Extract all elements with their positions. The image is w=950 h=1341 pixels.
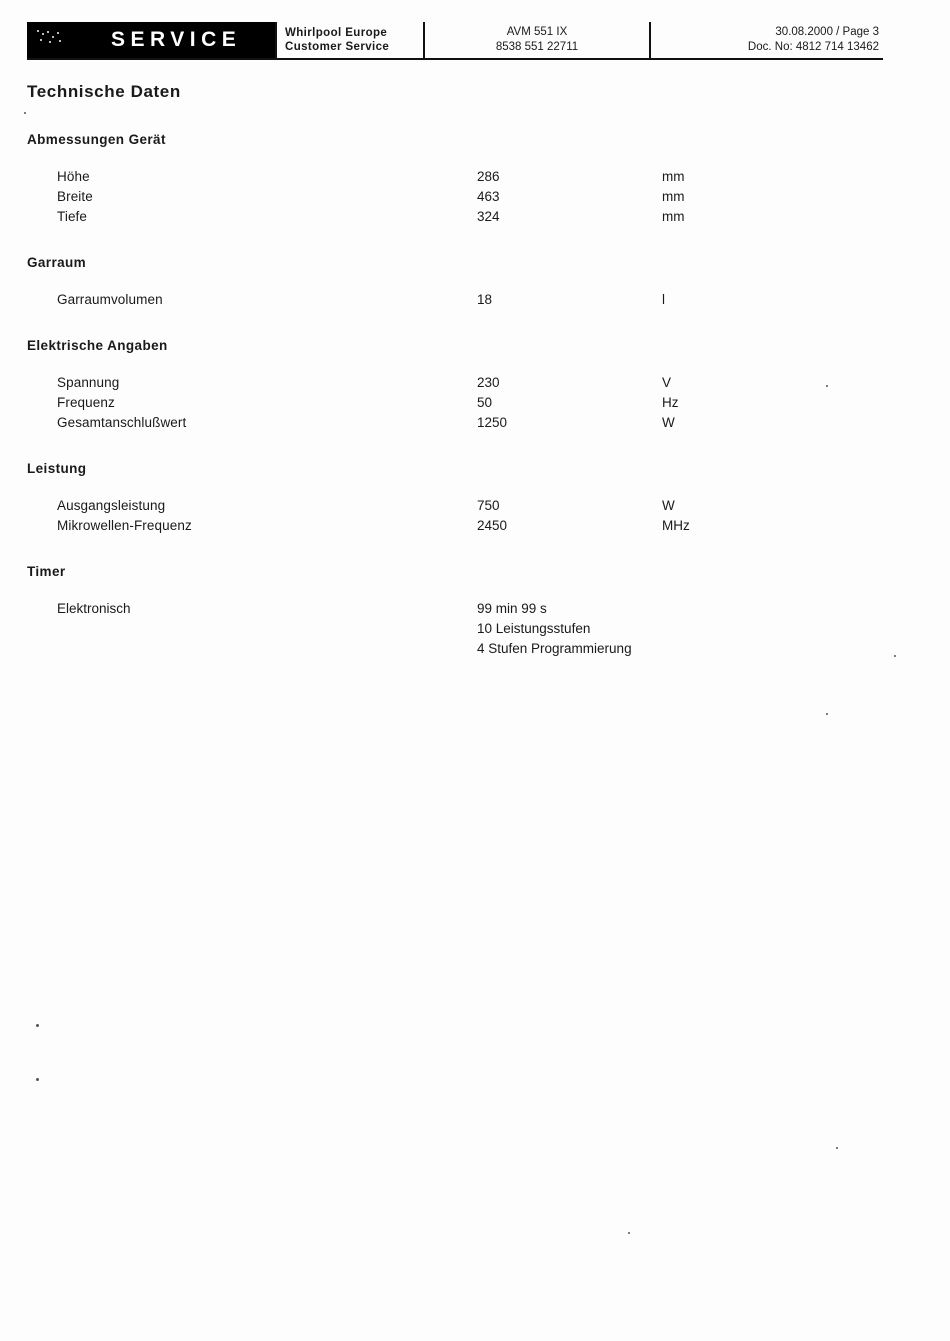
header-company-block [275, 22, 425, 58]
scan-speck [836, 1147, 838, 1149]
row-value: 286 [477, 169, 500, 184]
section-title: Timer [27, 564, 66, 579]
row-label: Tiefe [57, 209, 88, 224]
section-garraum [27, 255, 887, 310]
row-value: 10 Leistungsstufen [477, 621, 591, 636]
row-label: Gesamtanschlußwert [57, 415, 187, 430]
table-row [57, 413, 887, 433]
row-unit: mm [662, 169, 685, 184]
row-unit: mm [662, 209, 685, 224]
section-timer [27, 564, 887, 659]
section-rows [57, 599, 887, 659]
table-row [57, 373, 887, 393]
header-model-name: AVM 551 IX [506, 26, 568, 38]
page-header [27, 22, 883, 60]
scan-speck [36, 1024, 39, 1027]
section-title: Leistung [27, 461, 87, 476]
table-row [57, 599, 887, 659]
row-unit: Hz [662, 395, 679, 410]
table-row [57, 496, 887, 516]
scan-speck [24, 112, 26, 114]
row-label: Breite [57, 189, 93, 204]
header-company-line2: Customer Service [285, 41, 390, 53]
row-value: 1250 [477, 415, 508, 430]
header-model-block [425, 22, 651, 58]
row-value-stack [477, 599, 632, 659]
row-unit: mm [662, 189, 685, 204]
row-value: 750 [477, 498, 500, 513]
service-banner [27, 22, 275, 58]
scan-speck [826, 713, 828, 715]
header-model-code: 8538 551 22711 [495, 41, 579, 53]
row-label: Spannung [57, 375, 120, 390]
row-unit: l [662, 292, 665, 307]
row-label: Ausgangsleistung [57, 498, 166, 513]
row-label: Mikrowellen-Frequenz [57, 518, 192, 533]
section-abmessungen [27, 132, 887, 227]
row-value: 4 Stufen Programmierung [477, 641, 632, 656]
row-unit: W [662, 498, 675, 513]
row-value: 230 [477, 375, 500, 390]
row-unit: V [662, 375, 672, 390]
header-date-page: 30.08.2000 / Page 3 [775, 26, 879, 38]
section-elektrische-angaben [27, 338, 887, 433]
halftone-dots-icon [37, 30, 63, 44]
header-docinfo-block [651, 22, 883, 58]
row-value: 324 [477, 209, 500, 224]
row-label: Höhe [57, 169, 90, 184]
row-label: Elektronisch [57, 601, 131, 616]
row-value: 463 [477, 189, 500, 204]
section-rows [57, 167, 887, 227]
row-unit: W [662, 415, 675, 430]
header-company-line1: Whirlpool Europe [285, 27, 388, 39]
scan-speck [36, 1078, 39, 1081]
scan-speck [628, 1232, 630, 1234]
table-row [57, 187, 887, 207]
scan-speck [894, 655, 896, 657]
section-rows [57, 373, 887, 433]
table-row [57, 207, 887, 227]
section-title: Elektrische Angaben [27, 338, 168, 353]
table-row [57, 393, 887, 413]
row-value: 50 [477, 395, 493, 410]
row-value: 2450 [477, 518, 508, 533]
technical-data-content [27, 132, 887, 673]
row-unit: MHz [662, 518, 690, 533]
row-value: 18 [477, 292, 493, 307]
row-label: Frequenz [57, 395, 115, 410]
table-row [57, 290, 887, 310]
page-title: Technische Daten [27, 82, 181, 101]
scan-speck [826, 385, 828, 387]
section-rows [57, 290, 887, 310]
section-title: Garraum [27, 255, 87, 270]
section-title: Abmessungen Gerät [27, 132, 166, 147]
table-row [57, 167, 887, 187]
header-doc-number: Doc. No: 4812 714 13462 [747, 41, 879, 53]
table-row [57, 516, 887, 536]
section-rows [57, 496, 887, 536]
section-leistung [27, 461, 887, 536]
service-banner-label: SERVICE [111, 28, 242, 51]
row-value: 99 min 99 s [477, 601, 547, 616]
row-label: Garraumvolumen [57, 292, 163, 307]
